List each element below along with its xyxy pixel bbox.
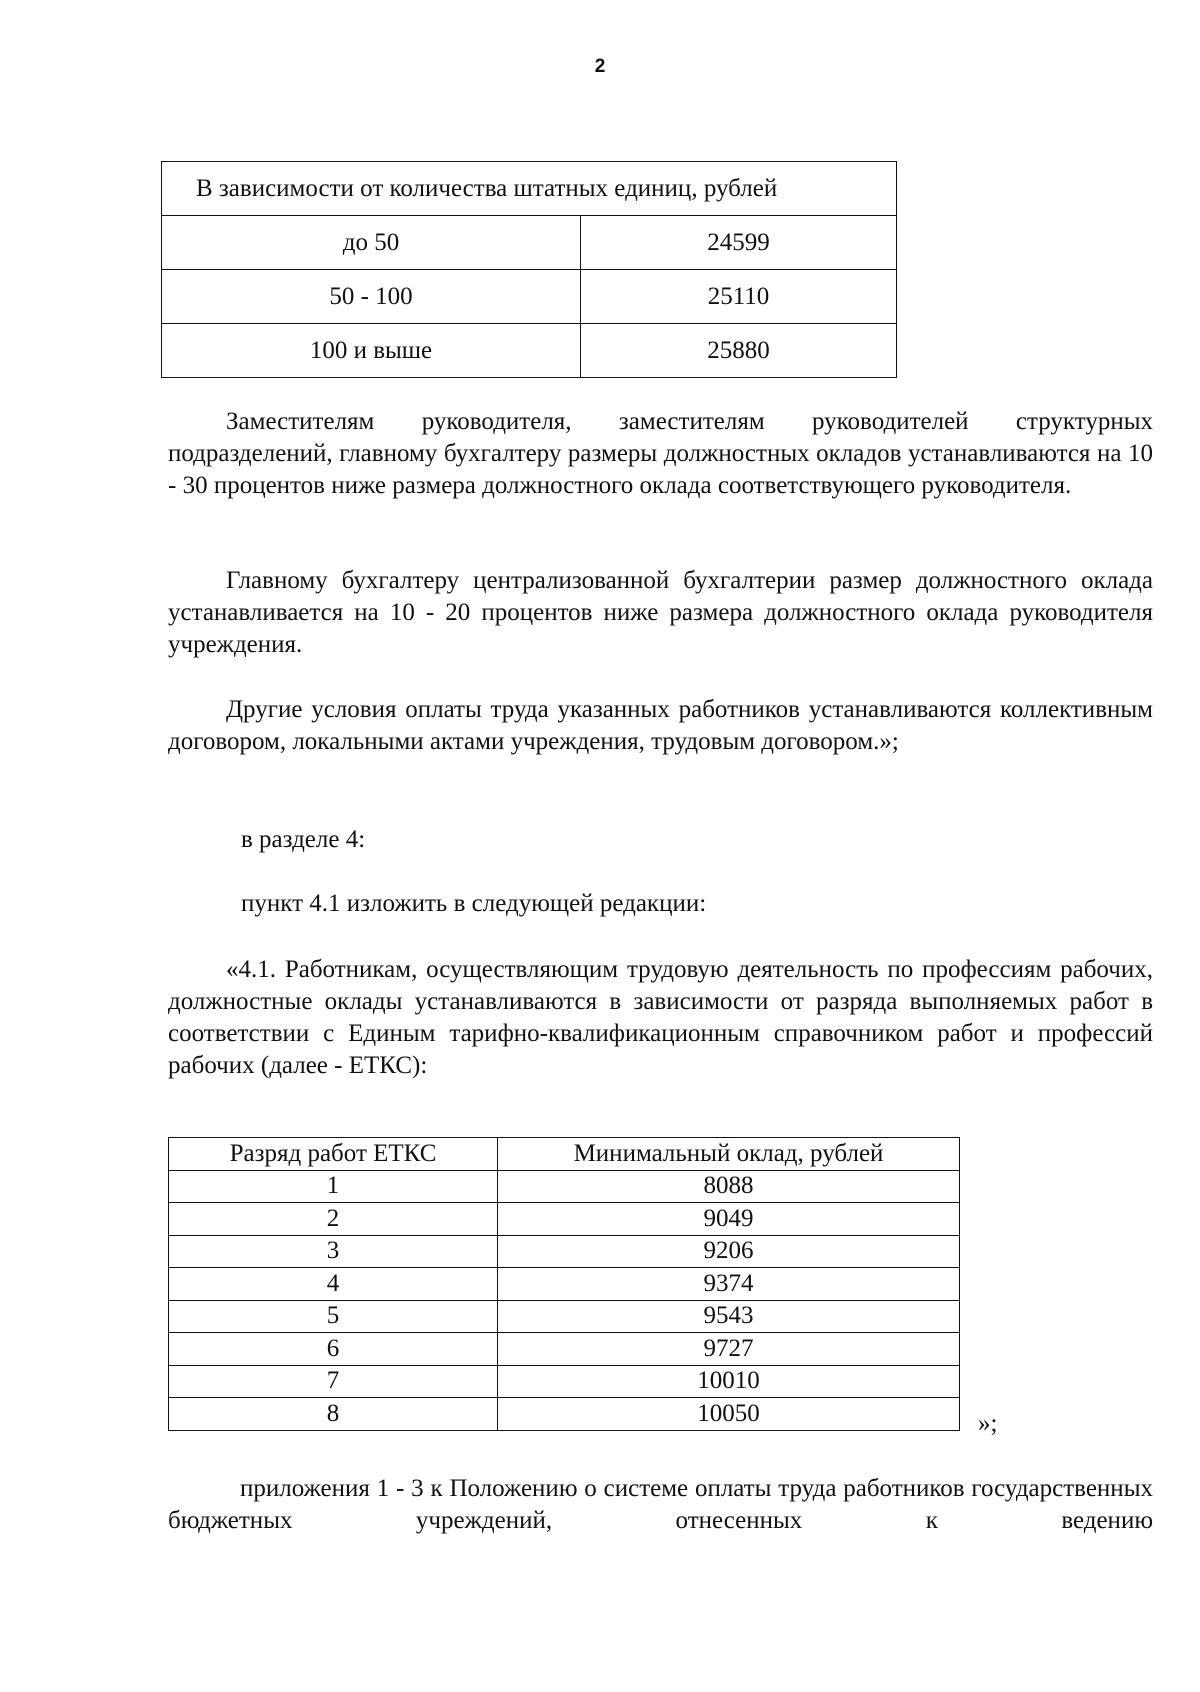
- grade-cell: 3: [169, 1235, 498, 1268]
- table-header-cell: В зависимости от количества штатных единиц, рублей: [162, 162, 897, 216]
- grade-cell: 6: [169, 1333, 498, 1366]
- closing-quote: »;: [978, 1410, 998, 1437]
- table-row: [169, 1170, 960, 1203]
- table-row: [169, 1300, 960, 1333]
- paragraph-other-conditions: [168, 694, 1153, 758]
- salary-cell: 9206: [498, 1235, 960, 1268]
- salary-cell: 10010: [498, 1365, 960, 1398]
- salary-cell: 9374: [498, 1268, 960, 1301]
- etks-salary-table: [168, 1137, 960, 1431]
- table-row: [169, 1268, 960, 1301]
- table-row: [162, 270, 897, 324]
- paragraph-appendices: [168, 1473, 1153, 1537]
- salary-cell: 10050: [498, 1398, 960, 1431]
- paragraph-chief-accountant: [168, 565, 1153, 661]
- paragraph-text: «4.1. Работникам, осуществляющим трудовую деятельность по профессиям рабочих, должностные оклады устанавливаются в зависимости от разряда выполняемых работ в соответствии с Единым тарифно-квалификационным справочником работ и профессий рабочих (далее - ЕТКС):: [168, 956, 1153, 1079]
- salary-cell: 9727: [498, 1333, 960, 1366]
- grade-cell: 2: [169, 1203, 498, 1236]
- table-header-row: [162, 162, 897, 216]
- grade-cell: 8: [169, 1398, 498, 1431]
- range-cell: 50 - 100: [162, 270, 581, 324]
- paragraph-clause-4-1: [168, 954, 1153, 1082]
- table-header-row: [169, 1138, 960, 1171]
- paragraph-text: Заместителям руководителя, заместителям руководителей структурных подразделений, главному бухгалтеру размеры должностных окладов устанавливаются на 10 - 30 процентов ниже размера должностного оклада соответствующего руководителя.: [168, 408, 1153, 499]
- salary-cell: 9543: [498, 1300, 960, 1333]
- value-cell: 25880: [581, 324, 897, 378]
- table-row: [169, 1235, 960, 1268]
- paragraph-text: Главному бухгалтеру централизованной бухгалтерии размер должностного оклада устанавливается на 10 - 20 процентов ниже размера должностного оклада руководителя учреждения.: [168, 567, 1153, 658]
- salary-cell: 8088: [498, 1170, 960, 1203]
- range-cell: 100 и выше: [162, 324, 581, 378]
- table-row: [162, 216, 897, 270]
- clause-4-1-label: пункт 4.1 изложить в следующей редакции:: [241, 890, 707, 917]
- table-row: [169, 1365, 960, 1398]
- grade-cell: 1: [169, 1170, 498, 1203]
- staff-units-salary-table: [161, 161, 897, 378]
- salary-header: Минимальный оклад, рублей: [498, 1138, 960, 1171]
- table-row: [169, 1398, 960, 1431]
- page-number: 2: [594, 56, 606, 77]
- paragraph-text: Другие условия оплаты труда указанных работников устанавливаются коллективным договором, локальными актами учреждения, трудовым договором.»;: [168, 696, 1153, 755]
- section-4-label: в разделе 4:: [241, 826, 366, 853]
- value-cell: 24599: [581, 216, 897, 270]
- grade-cell: 5: [169, 1300, 498, 1333]
- grade-cell: 7: [169, 1365, 498, 1398]
- grade-header: Разряд работ ЕТКС: [169, 1138, 498, 1171]
- range-cell: до 50: [162, 216, 581, 270]
- paragraph-text: приложения 1 - 3 к Положению о системе оплаты труда работников государственных бюджетных учреждений, отнесенных к ведению: [168, 1475, 1153, 1534]
- table-row: [162, 324, 897, 378]
- grade-cell: 4: [169, 1268, 498, 1301]
- table-row: [169, 1203, 960, 1236]
- value-cell: 25110: [581, 270, 897, 324]
- paragraph-deputies: [168, 406, 1153, 502]
- salary-cell: 9049: [498, 1203, 960, 1236]
- table-row: [169, 1333, 960, 1366]
